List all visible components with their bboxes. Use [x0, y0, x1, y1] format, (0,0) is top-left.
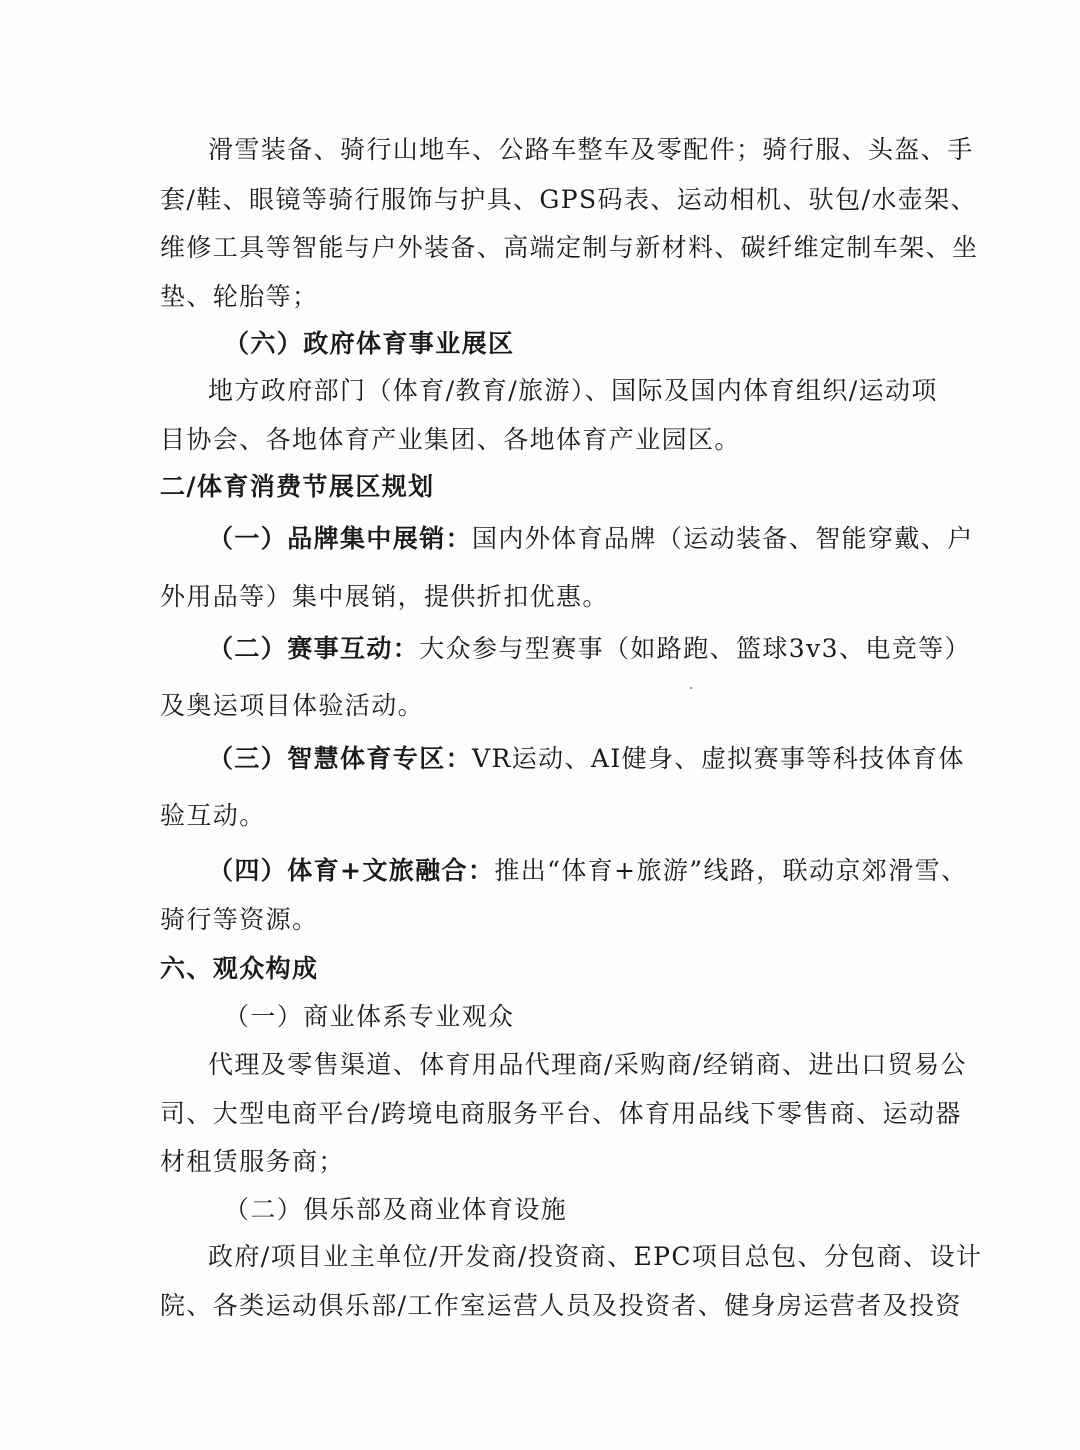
paragraph-line: 院、各类运动俱乐部/工作室运营人员及投资者、健身房运营者及投资 [160, 1291, 962, 1320]
item-label: （一）品牌集中展销： [208, 524, 473, 553]
paragraph-line: 外用品等）集中展销，提供折扣优惠。 [160, 582, 609, 611]
paragraph-line: 政府/项目业主单位/开发商/投资商、EPC项目总包、分包商、设计 [208, 1242, 983, 1271]
paragraph-line: 地方政府部门（体育/教育/旅游）、国际及国内体育组织/运动项 [208, 376, 938, 405]
paragraph-line: 维修工具等智能与户外装备、高端定制与新材料、碳纤维定制车架、坐 [160, 233, 979, 262]
item-sports-tourism [208, 854, 968, 888]
subsection-heading: （一）商业体系专业观众 [224, 1002, 515, 1031]
section-heading-consumption: 二/体育消费节展区规划 [160, 472, 435, 501]
item-event-interaction [208, 632, 971, 666]
item-text: 大众参与型赛事（如路跑、篮球3v3、电竞等） [419, 634, 971, 663]
paragraph-line: 滑雪装备、骑行山地车、公路车整车及零配件；骑行服、头盔、手 [208, 135, 974, 164]
paragraph-line: 目协会、各地体育产业集团、各地体育产业园区。 [160, 425, 741, 454]
item-label: （四）体育+文旅融合： [208, 856, 495, 885]
item-text: 国内外体育品牌（运动装备、智能穿戴、户 [472, 524, 974, 553]
paragraph-line: 材租赁服务商； [160, 1147, 345, 1176]
subsection-heading: （二）俱乐部及商业体育设施 [224, 1195, 568, 1224]
paragraph-line: 代理及零售渠道、体育用品代理商/采购商/经销商、进出口贸易公 [208, 1050, 967, 1079]
section-heading-audience: 六、观众构成 [160, 954, 319, 983]
item-text: 推出“体育+旅游”线路，联动京郊滑雪、 [494, 856, 968, 885]
item-smart-sports [208, 742, 965, 776]
section-heading-government: （六）政府体育事业展区 [224, 329, 515, 358]
item-label: （三）智慧体育专区： [208, 744, 473, 773]
item-text: VR运动、AI健身、虚拟赛事等科技体育体 [472, 744, 965, 773]
item-brand-sales [208, 522, 974, 556]
paragraph-line: 验互动。 [160, 801, 266, 830]
paragraph-line: 套/鞋、眼镜等骑行服饰与护具、GPS码表、运动相机、驮包/水壶架、 [160, 185, 977, 214]
paragraph-line: 司、大型电商平台/跨境电商服务平台、体育用品线下零售商、运动器 [160, 1099, 962, 1128]
paragraph-line: 及奥运项目体验活动。 [160, 691, 425, 720]
scan-speck [690, 687, 692, 689]
paragraph-line: 垫、轮胎等； [160, 282, 319, 311]
paragraph-line: 骑行等资源。 [160, 905, 319, 934]
item-label: （二）赛事互动： [208, 634, 420, 663]
